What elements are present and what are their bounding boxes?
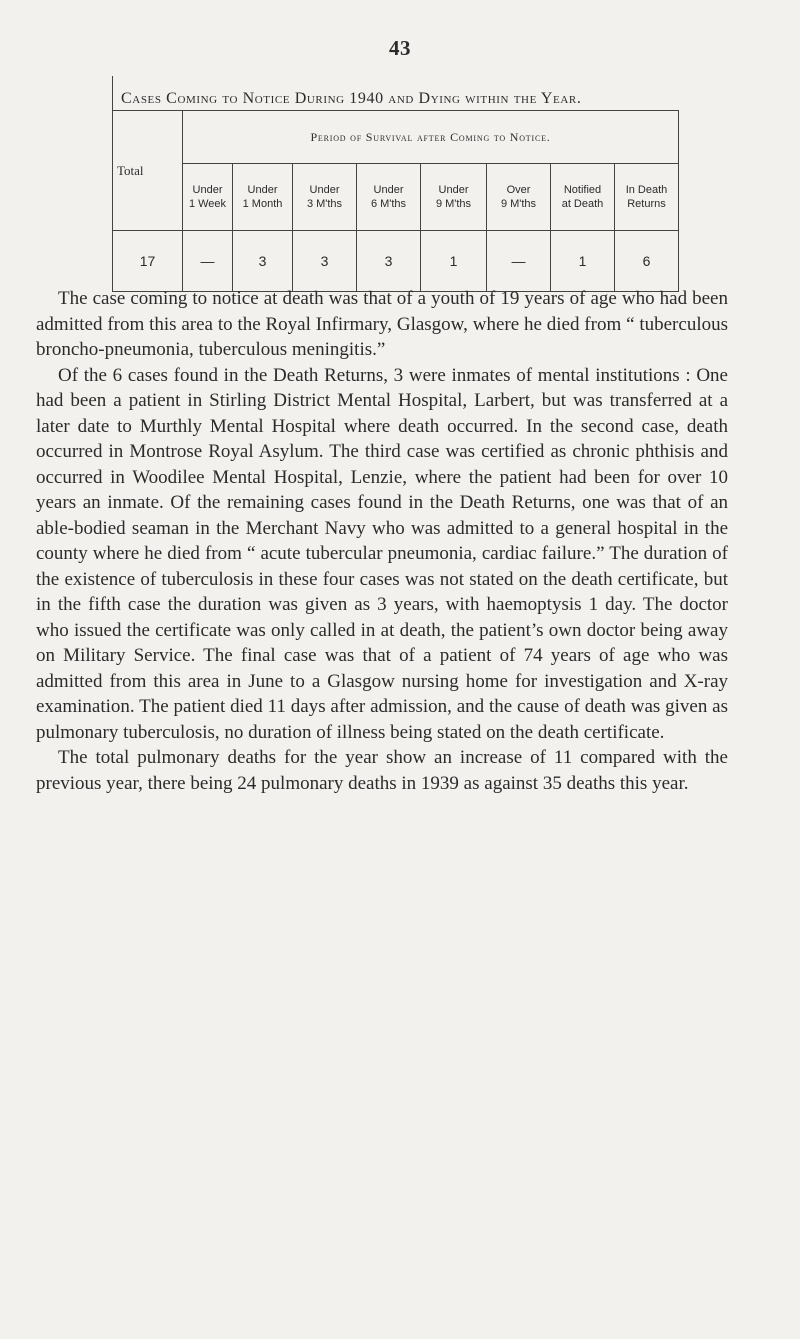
- cell-total: 17: [113, 231, 183, 292]
- column-header-under-1-week: Under 1 Week: [183, 164, 233, 231]
- cell-over-9-months: —: [487, 231, 551, 292]
- cell-under-1-week: —: [183, 231, 233, 292]
- paragraph-total-deaths: The total pulmonary deaths for the year show an increase of 11 compared with the previous year, there being 24 pulmonary deaths in 1939 as against 35 deaths this year.: [36, 747, 728, 794]
- total-header: Total: [113, 111, 183, 231]
- page-number: 43: [389, 36, 411, 60]
- cell-under-1-month: 3: [233, 231, 293, 292]
- body-text: [36, 286, 728, 796]
- cell-notified-at-death: 1: [551, 231, 615, 292]
- column-header-under-9-months: Under 9 M'ths: [421, 164, 487, 231]
- survival-table: [112, 76, 678, 292]
- table-title: Cases Coming to Notice During 1940 and Dying within the Year.: [112, 76, 678, 110]
- stats-table: [112, 110, 679, 292]
- column-header-over-9-months: Over 9 M'ths: [487, 164, 551, 231]
- column-header-under-3-months: Under 3 M'ths: [293, 164, 357, 231]
- column-header-notified-at-death: Notified at Death: [551, 164, 615, 231]
- cell-under-9-months: 1: [421, 231, 487, 292]
- cell-under-6-months: 3: [357, 231, 421, 292]
- period-header: Period of Survival after Coming to Notice.: [183, 111, 679, 164]
- table-row: [113, 231, 679, 292]
- paragraph-death-returns: Of the 6 cases found in the Death Returns, 3 were inmates of mental institutions : One had been a patient in Stirling District Mental Hospital, Larbert, but was transferred at a later date to Murthly Mental Hospital where death occurred. In the second case, death occurred in Montrose Royal Asylum. The third case was certified as chronic phthisis and occurred in Woodilee Mental Hospital, Lenzie, where the patient had been for over 10 years an inmate. Of the remaining cases found in the Death Returns, one was that of an able-bodied seaman in the Merchant Navy who was admitted to a general hospital in the county where he died from “ acute tubercular pneumonia, cardiac failure.” The duration of the existence of tuberculosis in these four cases was not stated on the death certificate, but in the fifth case the duration was given as 3 years, with haemoptysis 1 day. The doctor who issued the certificate was only called in at death, the patient’s own doctor being away on Military Service. The final case was that of a patient of 74 years of age who was admitted from this area in June to a Glasgow nursing home for investigation and X-ray examination. The patient died 11 days after admission, and the cause of death was given as pulmonary tuberculosis, no duration of illness being stated on the death certificate.: [36, 364, 728, 743]
- cell-under-3-months: 3: [293, 231, 357, 292]
- column-header-under-6-months: Under 6 M'ths: [357, 164, 421, 231]
- paragraph-youth-case: The case coming to notice at death was that of a youth of 19 years of age who had been admitted from this area to the Royal Infirmary, Glasgow, where he died from “ tuberculous broncho-pneumonia, tuberculous meningitis.”: [36, 288, 728, 360]
- column-header-under-1-month: Under 1 Month: [233, 164, 293, 231]
- cell-in-death-returns: 6: [615, 231, 679, 292]
- column-header-in-death-returns: In Death Returns: [615, 164, 679, 231]
